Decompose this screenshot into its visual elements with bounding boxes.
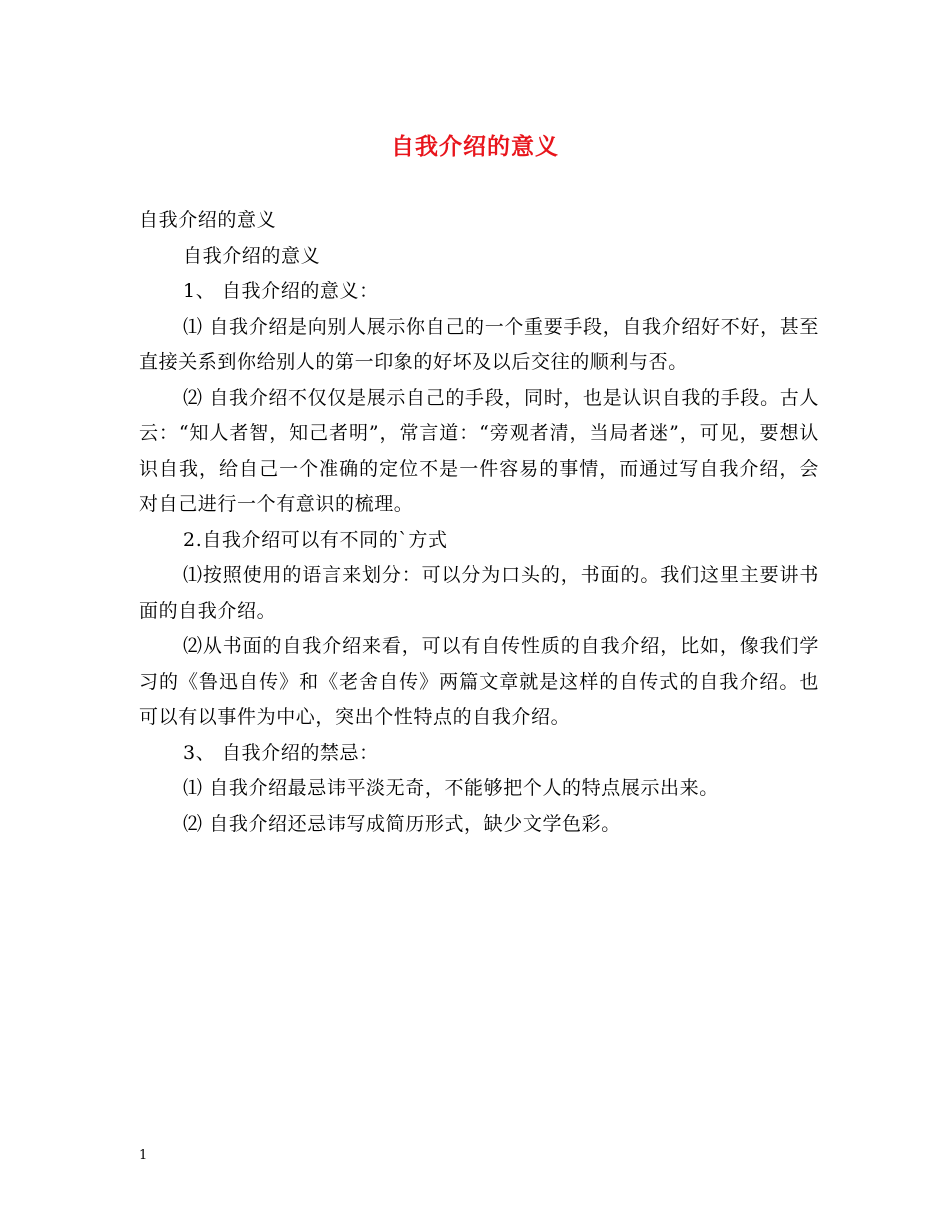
body-paragraph: 自我介绍的意义 (183, 244, 321, 267)
section-heading: 3、 自我介绍的禁忌： (183, 741, 379, 764)
page-number: 1 (139, 1148, 148, 1163)
section-heading: 1、 自我介绍的意义： (183, 280, 379, 302)
section-heading: 2.自我介绍可以有不同的`方式 (183, 528, 448, 551)
body-paragraph: ⑴ 自我介绍最忌讳平淡无奇，不能够把个人的特点展示出来。 (183, 777, 719, 799)
body-paragraph: ⑵ 自我介绍不仅仅是展示自己的手段，同时，也是认识自我的手段。古人云：“知人者智，知己者明”，常言道：“旁观者清，当局者迷”，可见，要想认识自我，给自己一个准确的定位不是一件容易的事情，而通过写自我介绍，会对自己进行一个有意识的梳理。 (139, 386, 819, 515)
document-body (139, 203, 819, 842)
body-paragraph: ⑴ 自我介绍是向别人展示你自己的一个重要手段，自我介绍好不好，甚至直接关系到你给别人的第一印象的好坏及以后交往的顺利与否。 (139, 315, 819, 373)
body-paragraph: ⑵从书面的自我介绍来看，可以有自传性质的自我介绍，比如，像我们学习的《鲁迅自传》和《老舍自传》两篇文章就是这样的自传式的自我介绍。也可以有以事件为中心，突出个性特点的自我介绍。 (139, 635, 819, 728)
body-paragraph: ⑴按照使用的语言来划分：可以分为口头的，书面的。我们这里主要讲书面的自我介绍。 (139, 564, 819, 622)
body-paragraph: 自我介绍的意义 (139, 209, 277, 231)
body-paragraph: ⑵ 自我介绍还忌讳写成简历形式，缺少文学色彩。 (183, 812, 621, 835)
document-title: 自我介绍的意义 (391, 133, 559, 160)
